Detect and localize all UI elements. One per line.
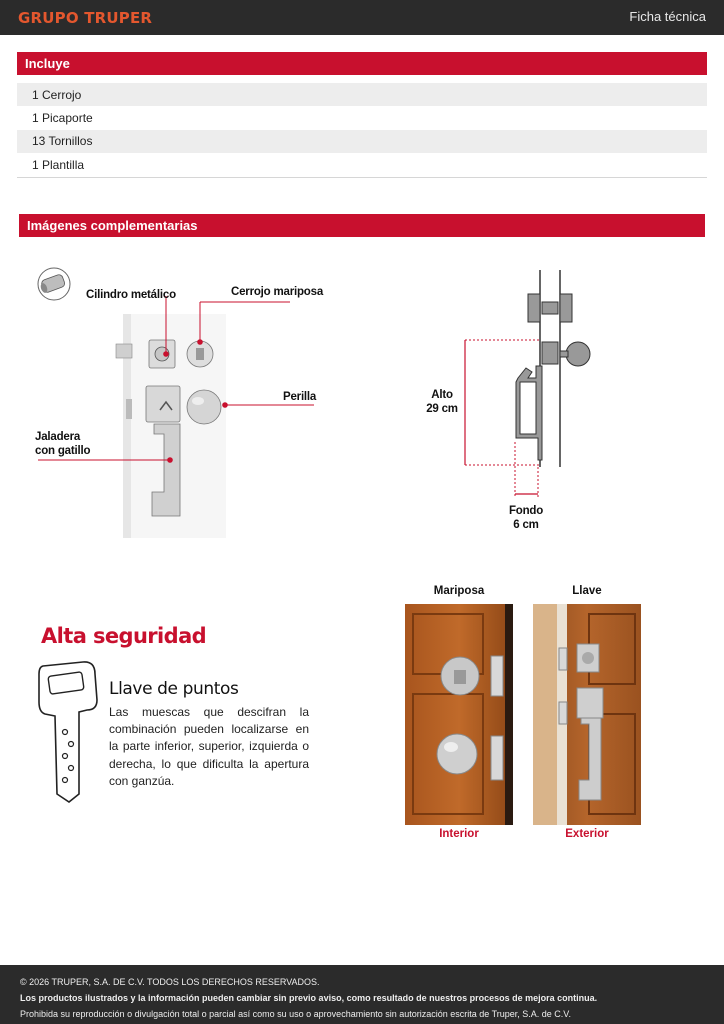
cylinder-label: Cilindro metálico bbox=[86, 289, 176, 301]
handle-label-line1: Jaladera bbox=[35, 431, 81, 443]
divider bbox=[17, 177, 707, 178]
butterfly-label: Cerrojo mariposa bbox=[231, 286, 324, 298]
cylinder-icon bbox=[38, 268, 70, 300]
height-label: Alto bbox=[431, 389, 453, 401]
list-item: 13 Tornillos bbox=[17, 130, 707, 153]
feature-description: Las muescas que descifran la combinación pueden localizarse en la parte inferior, superior, izquierda o derecha, lo que dificulta la apertura con ganzúa. bbox=[109, 705, 309, 788]
footer bbox=[0, 965, 724, 1024]
top-bar bbox=[0, 0, 724, 35]
list-item: 1 Cerrojo bbox=[17, 83, 707, 106]
list-item: 1 Picaporte bbox=[32, 110, 93, 125]
feature-title: Llave de puntos bbox=[109, 679, 239, 699]
depth-label: Fondo bbox=[508, 505, 544, 517]
footer-legal: Prohibida su reproducción o divulgación total o parcial así como su uso o aprovechamiento sin autorización escrita de Truper, S.A. de C.V. bbox=[20, 1009, 571, 1019]
list-item: 1 Plantilla bbox=[32, 157, 85, 172]
includes-list bbox=[17, 83, 707, 176]
footer-notice: Los productos ilustrados y la información pueden cambiar sin previo aviso, como resultado de nuestros procesos de mejora continua. bbox=[20, 993, 598, 1003]
depth-value: 6 cm bbox=[513, 519, 539, 531]
handle-label-line2: con gatillo bbox=[35, 445, 91, 457]
interior-photo bbox=[405, 604, 513, 825]
brand-logo: GRUPO TRUPER bbox=[18, 9, 153, 27]
photo-label-butterfly: Mariposa bbox=[433, 585, 485, 597]
exterior-caption: Exterior bbox=[565, 828, 609, 840]
security-headline: Alta seguridad bbox=[41, 624, 207, 648]
handle-label bbox=[35, 430, 90, 458]
footer-copyright: © 2026 TRUPER, S.A. DE C.V. TODOS LOS DERECHOS RESERVADOS. bbox=[20, 977, 320, 987]
knob-label: Perilla bbox=[283, 391, 317, 403]
height-dimension bbox=[420, 388, 464, 416]
key-icon bbox=[35, 660, 105, 805]
height-value: 29 cm bbox=[426, 403, 458, 415]
depth-dimension bbox=[504, 504, 548, 532]
lock-parts-diagram bbox=[30, 262, 330, 547]
includes-header: Incluye bbox=[17, 52, 707, 75]
exterior-photo bbox=[533, 604, 641, 825]
images-header: Imágenes complementarias bbox=[19, 214, 705, 237]
photo-label-key: Llave bbox=[572, 585, 602, 597]
document-type: Ficha técnica bbox=[629, 9, 706, 24]
interior-caption: Interior bbox=[439, 828, 479, 840]
